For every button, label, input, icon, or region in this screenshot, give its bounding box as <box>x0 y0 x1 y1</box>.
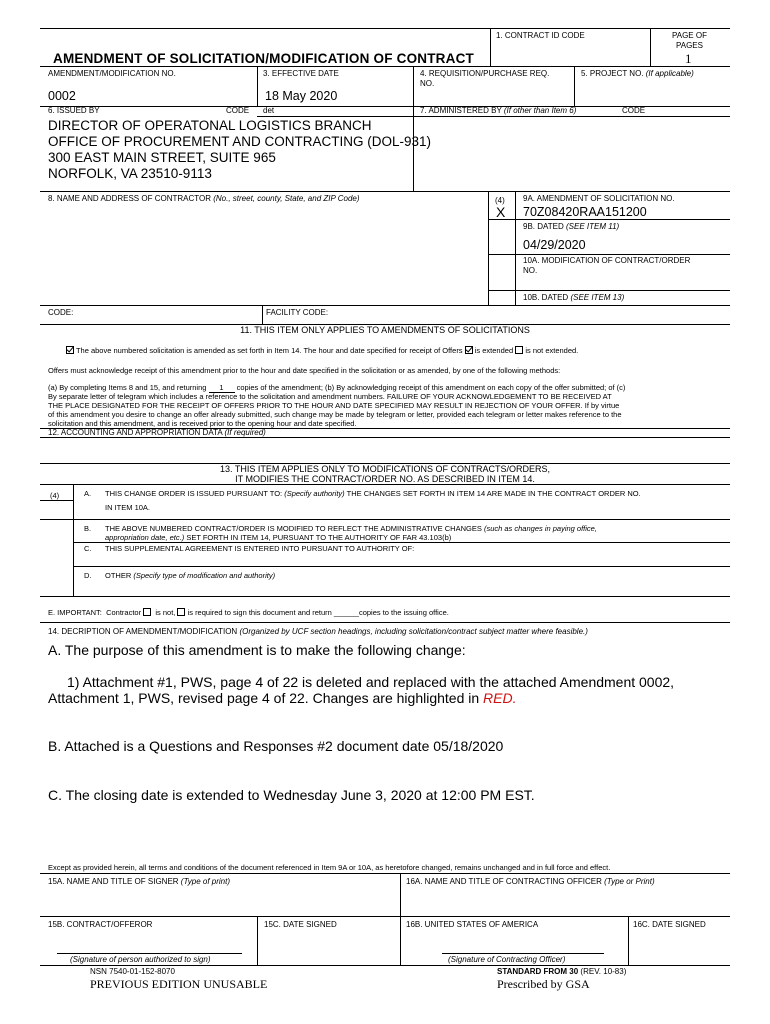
prescribed-by: Prescribed by GSA <box>497 977 590 991</box>
issued-by-label: 6. ISSUED BY <box>48 106 100 115</box>
signature-line-16[interactable] <box>442 953 604 954</box>
nsn-number: NSN 7540-01-152-8070 <box>90 967 175 976</box>
label-15c: 15C. DATE SIGNED <box>264 920 337 929</box>
rule <box>413 66 414 191</box>
item-13-d-text: OTHER (Specify type of modification and authority) <box>105 571 276 580</box>
item-11-title: 11. THIS ITEM ONLY APPLIES TO AMENDMENTS OF SOLICITATIONS <box>240 325 530 335</box>
issued-code-label: CODE <box>226 106 250 115</box>
item-13-col-label: (4) <box>50 491 60 500</box>
amendment-no-label: AMENDMENT/MODIFICATION NO. <box>48 69 176 78</box>
administered-code-label: CODE <box>622 106 646 115</box>
item-13-c-letter: C. <box>84 544 92 553</box>
requisition-label-2: NO. <box>420 79 435 88</box>
rule <box>40 191 730 192</box>
label-9a: 9A. AMENDMENT OF SOLICITATION NO. <box>523 194 675 203</box>
signature-caption-16: (Signature of Contracting Officer) <box>448 955 566 964</box>
label-10a-2: NO. <box>523 266 538 275</box>
item-13-b-text-2: appropriation date, etc.) SET FORTH IN ITEM 14, PURSUANT TO THE AUTHORITY OF FAR 43.103(b) <box>105 533 452 542</box>
label-10b: 10B. DATED (SEE ITEM 13) <box>523 293 625 302</box>
checkbox-is-extended[interactable] <box>465 346 473 354</box>
rule <box>413 116 730 117</box>
rule <box>257 66 258 106</box>
rule <box>40 965 730 966</box>
item-13-b-text: THE ABOVE NUMBERED CONTRACT/ORDER IS MODIFIED TO REFLECT THE ADMINISTRATIVE CHANGES (such as changes in paying office, <box>105 524 597 533</box>
value-9b: 04/29/2020 <box>523 238 586 252</box>
rule <box>400 873 401 965</box>
rule <box>40 622 730 623</box>
item-11-extension-line: The above numbered solicitation is amended as set forth in Item 14. The hour and date specified for receipt of Offers is extended is not extended. <box>66 346 578 355</box>
contract-id-label: 1. CONTRACT ID CODE <box>496 31 585 40</box>
rule <box>73 484 74 596</box>
page-value: 1 <box>685 51 692 66</box>
standard-form-label: STANDARD FROM 30 (REV. 10-83) <box>497 967 627 976</box>
item-13-title-1: 13. THIS ITEM APPLIES ONLY TO MODIFICATIONS OF CONTRACTS/ORDERS, <box>219 464 551 474</box>
effective-date-label: 3. EFFECTIVE DATE <box>263 69 339 78</box>
item-13-c-text: THIS SUPPLEMENTAL AGREEMENT IS ENTERED INTO PURSUANT TO AUTHORITY OF: <box>105 544 415 553</box>
issuer-line-2: OFFICE OF PROCUREMENT AND CONTRACTING (DOL-931) <box>48 134 432 149</box>
issuer-line-1: DIRECTOR OF OPERATONAL LOGISTICS BRANCH <box>48 118 372 133</box>
rule <box>488 290 730 291</box>
item-14-para-c: C. The closing date is extended to Wednesday June 3, 2020 at 12:00 PM EST. <box>48 787 535 803</box>
item-13-a-letter: A. <box>84 489 92 498</box>
label-16a: 16A. NAME AND TITLE OF CONTRACTING OFFICER (Type or Print) <box>406 877 655 886</box>
item-11-line-5: THE PLACE DESIGNATED FOR THE RECEIPT OF OFFERS PRIOR TO THE HOUR AND DATE SPECIFIED MAY RESULT IN REJECTION OF YOUR OFFER. If by virtue <box>48 401 620 410</box>
rule <box>650 28 651 66</box>
rule <box>40 519 730 520</box>
rule <box>40 66 730 67</box>
item-11-line-6: of this amendment you desire to change an offer already submitted, such change may be made by telegram or letter, provided each telegram or letter makes reference to the <box>48 410 622 419</box>
rule <box>40 305 730 306</box>
issued-code-value: det <box>263 106 275 115</box>
rule <box>488 191 489 305</box>
item-11-ack-line: Offers must acknowledge receipt of this amendment prior to the hour and date specified in the solicitation or as amended, by one of the following methods: <box>48 366 561 375</box>
rule <box>40 596 730 597</box>
label-16c: 16C. DATE SIGNED <box>633 920 706 929</box>
label-9b: 9B. DATED (SEE ITEM 11) <box>523 222 620 231</box>
page-label: PAGE OF <box>672 31 707 40</box>
effective-date-value: 18 May 2020 <box>265 89 338 103</box>
rule <box>73 542 730 543</box>
rule <box>40 873 730 874</box>
issuer-line-3: 300 EAST MAIN STREET, SUITE 965 <box>48 150 276 165</box>
check-mark-9a: X <box>496 204 506 220</box>
rule <box>73 566 730 567</box>
contractor-label: 8. NAME AND ADDRESS OF CONTRACTOR (No., street, county, State, and ZIP Code) <box>48 194 360 203</box>
label-10a: 10A. MODIFICATION OF CONTRACT/ORDER <box>523 256 691 265</box>
previous-edition-note: PREVIOUS EDITION UNUSABLE <box>90 977 268 991</box>
important-line: E. IMPORTANT: Contractor is not, is required to sign this document and return ______copies to the issuing office. <box>48 608 449 617</box>
item-14-para-b: B. Attached is a Questions and Responses #2 document date 05/18/2020 <box>48 738 504 754</box>
item-13-title-2: IT MODIFIES THE CONTRACT/ORDER NO. AS DESCRIBED IN ITEM 14. <box>235 474 535 484</box>
item-13-d-letter: D. <box>84 571 92 580</box>
checkbox-is-required[interactable] <box>177 608 185 616</box>
rule <box>628 916 629 965</box>
checkbox-amended[interactable] <box>66 346 74 354</box>
copies-returned-value: 1 <box>209 383 235 393</box>
label-15b: 15B. CONTRACT/OFFEROR <box>48 920 153 929</box>
rule <box>574 66 575 106</box>
amendment-no-value: 0002 <box>48 89 76 103</box>
pages-label: PAGES <box>676 41 703 50</box>
item-14-label: 14. DECRIPTION OF AMENDMENT/MODIFICATION (Organized by UCF section headings, including solicitation/contract subject matter where feasible.) <box>48 627 588 636</box>
form-title: AMENDMENT OF SOLICITATION/MODIFICATION OF CONTRACT <box>53 51 474 66</box>
item-11-line-7: solicitation and this amendment, and is received prior to the opening hour and date specified. <box>48 419 357 428</box>
issuer-line-4: NORFOLK, VA 23510-9113 <box>48 166 212 181</box>
rule <box>40 916 730 917</box>
rule <box>262 305 263 324</box>
code-label: CODE: <box>48 308 74 317</box>
rule <box>490 28 491 66</box>
label-15a: 15A. NAME AND TITLE OF SIGNER (Type of print) <box>48 877 230 886</box>
item-14-para-1a: 1) Attachment #1, PWS, page 4 of 22 is deleted and replaced with the attached Amendment 0002, <box>67 674 675 690</box>
requisition-label: 4. REQUISITION/PURCHASE REQ. <box>420 69 550 78</box>
except-clause: Except as provided herein, all terms and conditions of the document referenced in Item 9A or 10A, as heretofore changed, remains unchanged and in full force and effect. <box>48 863 611 872</box>
rule <box>40 500 73 501</box>
project-no-label: 5. PROJECT NO. (If applicable) <box>581 69 694 78</box>
item-13-b-letter: B. <box>84 524 92 533</box>
item-12-label: 12. ACCOUNTING AND APPROPRIATION DATA (If required) <box>48 428 266 437</box>
signature-caption-15: (Signature of person authorized to sign) <box>70 955 211 964</box>
rule <box>40 28 730 29</box>
checkbox-not-extended[interactable] <box>515 346 523 354</box>
rule <box>515 191 516 305</box>
item-13-a-text-2: IN ITEM 10A. <box>105 503 151 512</box>
rule <box>488 254 730 255</box>
label-16b: 16B. UNITED STATES OF AMERICA <box>406 920 539 929</box>
item-11-line-4: By separate letter of telegram which includes a reference to the solicitation and amendment numbers. FAILURE OF YOUR ACKNOWLEDGEMENT TO BE RECEIVED AT <box>48 392 612 401</box>
check-column-label: (4) <box>495 196 505 205</box>
item-14-para-a: A. The purpose of this amendment is to make the following change: <box>48 642 466 658</box>
value-9a: 70Z08420RAA151200 <box>523 205 647 219</box>
item-11-methods-line: (a) By completing Items 8 and 15, and returning 1 copies of the amendment; (b) By acknowledging receipt of this amendment on each copy of the offer submitted; of (c) <box>48 383 626 392</box>
item-14-para-1b: Attachment 1, PWS, revised page 4 of 22. Changes are highlighted in RED. <box>48 690 517 706</box>
rule <box>257 116 413 117</box>
administered-by-label: 7. ADMINISTERED BY (If other than Item 6) <box>420 106 577 115</box>
rule <box>257 916 258 965</box>
checkbox-is-not[interactable] <box>143 608 151 616</box>
item-13-a-text: THIS CHANGE ORDER IS ISSUED PURSUANT TO: (Specify authority) THE CHANGES SET FORTH IN ITEM 14 ARE MADE IN THE CONTRACT ORDER NO. <box>105 489 641 498</box>
signature-line-15[interactable] <box>57 953 242 954</box>
facility-code-label: FACILITY CODE: <box>266 308 329 317</box>
